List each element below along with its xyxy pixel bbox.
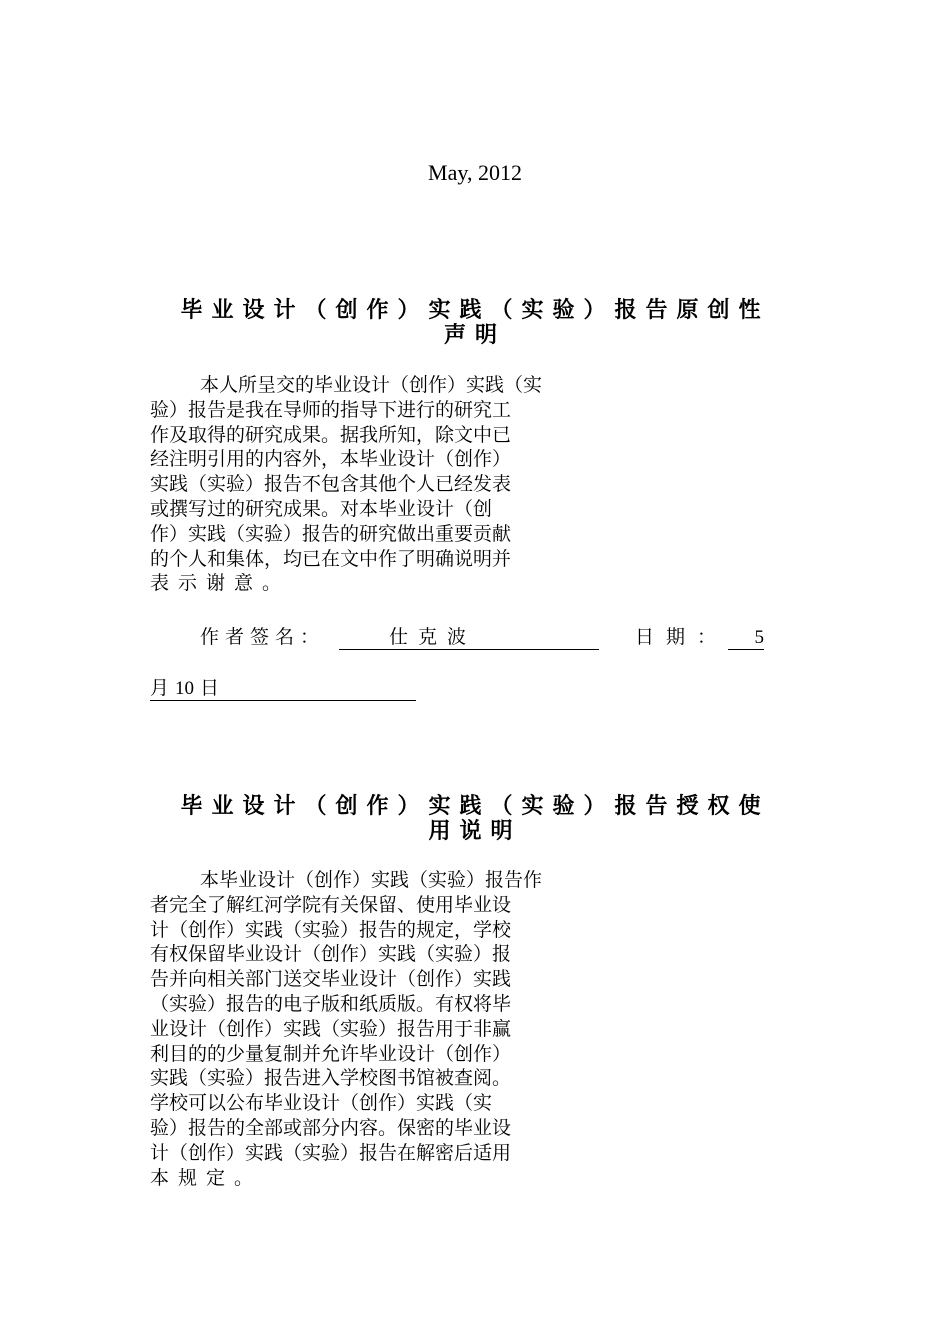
author-signature-label: 作者签名： [200,626,326,648]
paragraph-line: 验）报告是我在导师的指导下进行的研究工 [150,398,512,421]
paragraph-line: 经注明引用的内容外，本毕业设计（创作） [150,448,512,471]
signature-line [200,622,810,650]
month-char: 月 [150,677,170,699]
paragraph-line: 有权保留毕业设计（创作）实践（实验）报 [150,943,512,966]
paragraph-line: 的个人和集体，均已在文中作了明确说明并 [150,547,512,570]
date-label: 日期： [635,626,729,648]
paragraph-line: （实验）报告的电子版和纸质版。有权将毕 [150,992,512,1015]
paragraph-line: 本规定。 [150,1166,263,1189]
signature-date-continuation [150,673,416,701]
authorization-paragraph [150,868,800,1190]
paragraph-line: 告并向相关部门送交毕业设计（创作）实践 [150,968,512,991]
author-signature-field: 仕克波 [339,622,599,650]
paragraph-line: 计（创作）实践（实验）报告的规定，学校 [150,918,512,941]
paragraph-line: 实践（实验）报告不包含其他个人已经发表 [150,473,512,496]
paragraph-line: 表示谢意。 [150,572,291,595]
paragraph-line: 学校可以公布毕业设计（创作）实践（实 [150,1092,493,1115]
paragraph-line: 利目的的少量复制并允许毕业设计（创作） [150,1042,512,1065]
originality-heading [150,298,800,348]
paragraph-line: 作及取得的研究成果。据我所知，除文中已 [150,423,512,446]
month-field: 5 [728,627,764,650]
authorization-heading-line2: 用说明 [428,819,522,844]
paragraph-line: 本毕业设计（创作）实践（实验）报告作 [200,869,543,891]
originality-heading-line1: 毕业设计（创作）实践（实验）报告原创性 [180,298,770,323]
paragraph-line: 作）实践（实验）报告的研究做出重要贡献 [150,522,512,545]
paragraph-line: 或撰写过的研究成果。对本毕业设计（创 [150,497,493,520]
authorization-heading-line1: 毕业设计（创作）实践（实验）报告授权使 [180,794,770,819]
paragraph-line: 本人所呈交的毕业设计（创作）实践（实 [200,374,543,396]
paragraph-line: 业设计（创作）实践（实验）报告用于非赢 [150,1017,512,1040]
paragraph-line: 验）报告的全部或部分内容。保密的毕业设 [150,1116,512,1139]
originality-paragraph [150,373,800,596]
paragraph-line: 计（创作）实践（实验）报告在解密后适用 [150,1141,512,1164]
date-line: May, 2012 [428,160,522,185]
day-value: 10 [175,678,195,699]
paragraph-line: 实践（实验）报告进入学校图书馆被查阅。 [150,1067,512,1090]
day-char: 日 [200,677,220,699]
authorization-heading [150,794,800,844]
originality-heading-line2: 声明 [443,323,506,348]
paragraph-line: 者完全了解红河学院有关保留、使用毕业设 [150,893,512,916]
